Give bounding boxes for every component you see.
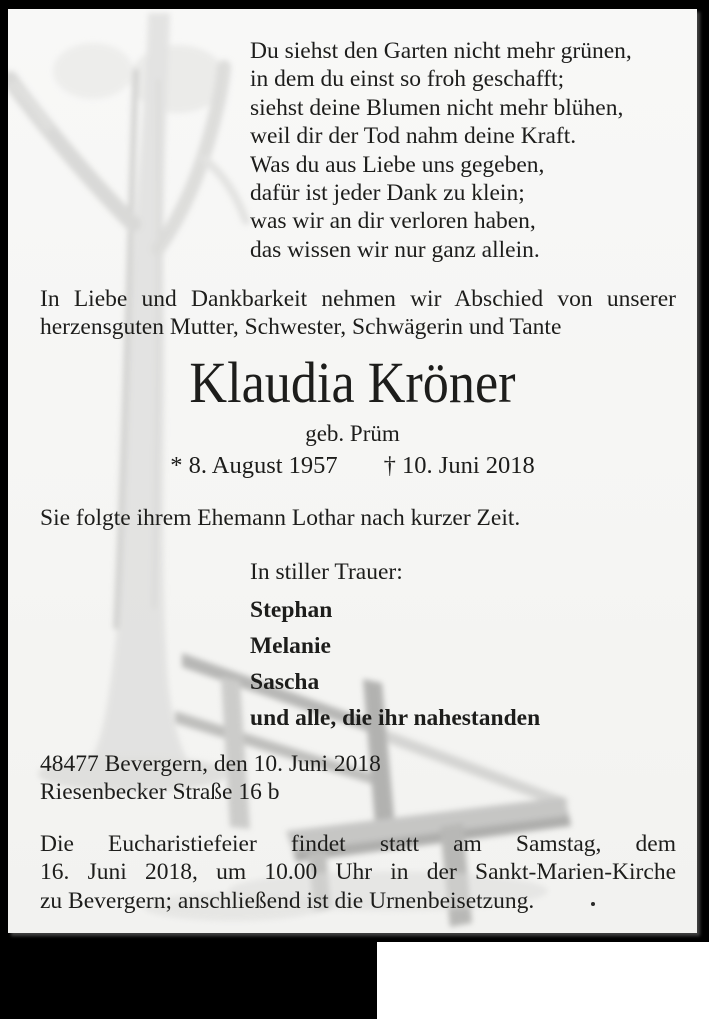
poem-line: Was du aus Liebe uns gegeben, — [250, 151, 545, 178]
service-line: Die Eucharistiefeier findet statt am Samstag, dem — [40, 831, 676, 857]
deceased-name: Klaudia Kröner — [189, 350, 516, 415]
address-line: Riesenbecker Straße 16 b — [40, 779, 280, 805]
life-dates — [8, 452, 697, 480]
poem-line: in dem du einst so froh geschafft; — [250, 66, 565, 93]
death-date: † 10. Juni 2018 — [383, 452, 535, 479]
intro-line: herzensguten Mutter, Schwester, Schwägerin und Tante — [40, 314, 562, 340]
intro-paragraph — [40, 285, 676, 341]
service-line: 16. Juni 2018, um 10.00 Uhr in der Sankt-Marien-Kirche — [40, 859, 676, 886]
poem-line: siehst deine Blumen nicht mehr blühen, — [250, 94, 624, 121]
followed-husband-line: Sie folgte ihrem Ehemann Lothar nach kurzer Zeit. — [40, 505, 521, 531]
mourner-name: und alle, die ihr nahestanden — [250, 705, 541, 731]
birth-date: * 8. August 1957 — [170, 452, 338, 479]
maiden-name: geb. Prüm — [305, 421, 400, 446]
mourner-name: Melanie — [250, 633, 331, 659]
ink-speck — [591, 902, 595, 906]
place-date-line: 48477 Bevergern, den 10. Juni 2018 — [40, 751, 381, 777]
poem-line: weil dir der Tod nahm deine Kraft. — [250, 123, 577, 150]
service-announcement — [40, 830, 676, 915]
service-line: zu Bevergern; anschließend ist die Urnenbeisetzung. — [40, 887, 535, 914]
poem-line: das wissen wir nur ganz allein. — [250, 236, 540, 263]
poem-line: dafür ist jeder Dank zu klein; — [250, 180, 525, 207]
bottom-right-blank — [377, 942, 709, 1019]
obituary-card — [8, 9, 697, 933]
mourner-name: Sascha — [250, 669, 320, 695]
poem — [250, 37, 632, 264]
poem-line: Du siehst den Garten nicht mehr grünen, — [250, 38, 632, 64]
mourner-name: Stephan — [250, 597, 333, 623]
intro-line: In Liebe und Dankbarkeit nehmen wir Abschied von unserer — [40, 286, 676, 312]
mourning-block — [250, 558, 540, 730]
mourning-label: In stiller Trauer: — [250, 559, 403, 585]
poem-line: was wir an dir verloren haben, — [250, 208, 536, 235]
